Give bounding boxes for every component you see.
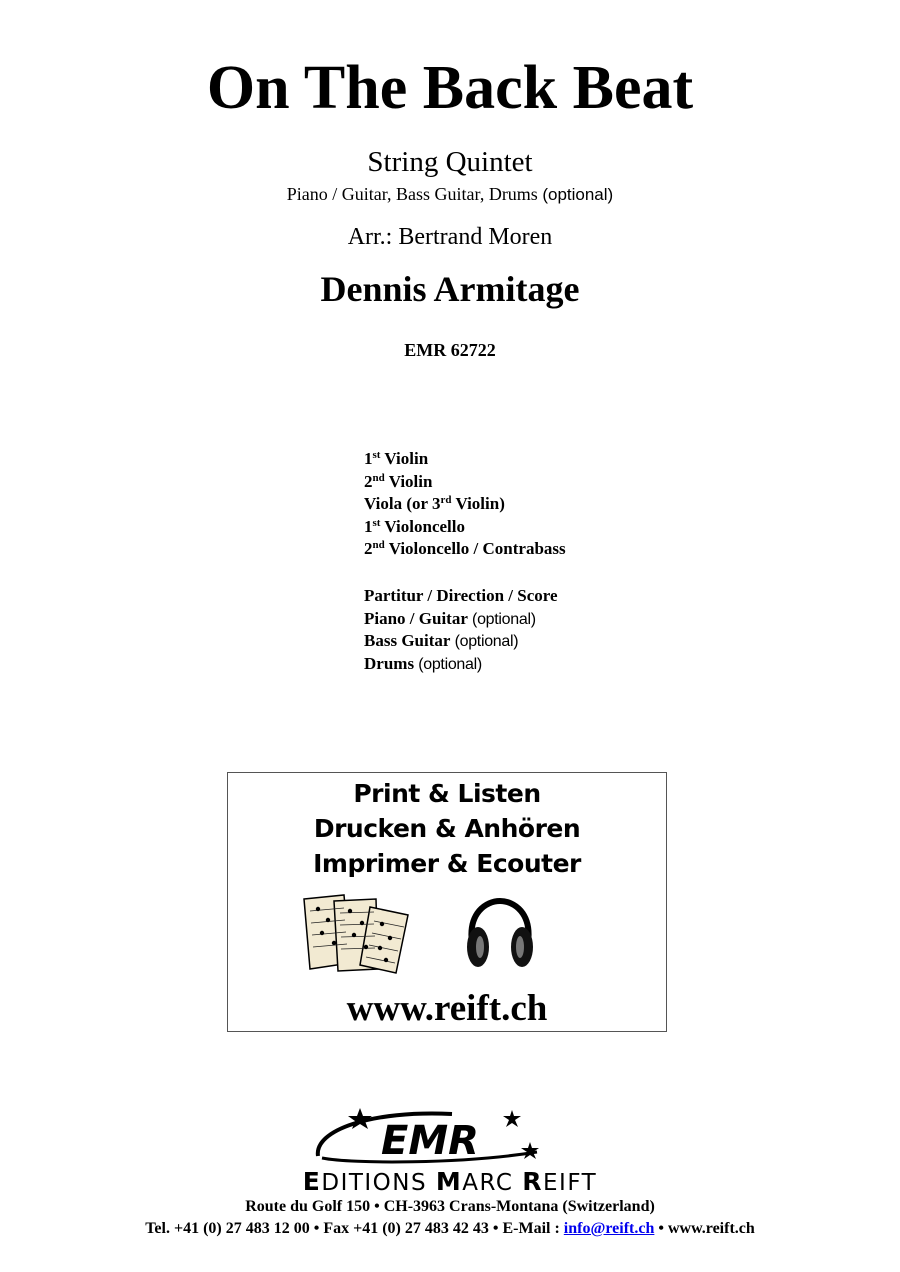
- promo-line-de: Drucken & Anhören: [313, 814, 581, 843]
- promo-url[interactable]: www.reift.ch: [346, 988, 548, 1029]
- part-item: 1st Violoncello: [364, 516, 465, 536]
- instrumentation-optional: (optional): [542, 185, 614, 204]
- extra-item: Piano / Guitar (optional): [364, 608, 536, 628]
- composer: Dennis Armitage: [320, 269, 580, 309]
- part-item: Viola (or 3rd Violin): [364, 494, 505, 514]
- publisher-address: Route du Golf 150 • CH-3963 Crans-Montana (Switzerland): [245, 1198, 655, 1215]
- print-listen-box: [227, 772, 667, 1032]
- extra-item: Drums (optional): [364, 653, 482, 673]
- subtitle: String Quintet: [367, 146, 533, 178]
- sheet-music-icon: [300, 893, 412, 975]
- headphones-icon: [464, 897, 536, 973]
- catalog-number: EMR 62722: [404, 340, 496, 360]
- publisher-contact: Tel. +41 (0) 27 483 12 00 • Fax +41 (0) 27 483 42 43 • E-Mail : info@reift.ch • www.reift.ch: [145, 1220, 755, 1237]
- instrumentation-main: Piano / Guitar, Bass Guitar, Drums: [286, 184, 538, 204]
- extra-item: Partitur / Direction / Score: [364, 585, 558, 605]
- promo-line-fr: Imprimer & Ecouter: [313, 849, 581, 878]
- part-item: 2nd Violoncello / Contrabass: [364, 539, 566, 559]
- emr-logo: [312, 1108, 552, 1166]
- publisher-name: EDITIONS MARC REIFT: [302, 1167, 598, 1196]
- instrumentation-line: [0, 182, 900, 207]
- page-title: On The Back Beat: [206, 54, 694, 122]
- part-item: 1st Violin: [364, 449, 429, 468]
- promo-line-en: Print & Listen: [353, 779, 541, 808]
- arranger: Arr.: Bertrand Moren: [347, 224, 553, 250]
- parts-list: [364, 448, 744, 675]
- svg-text:EMR: EMR: [381, 1118, 479, 1164]
- part-item: 2nd Violin: [364, 471, 433, 491]
- email-link[interactable]: info@reift.ch: [563, 1220, 655, 1237]
- extra-item: Bass Guitar (optional): [364, 631, 519, 651]
